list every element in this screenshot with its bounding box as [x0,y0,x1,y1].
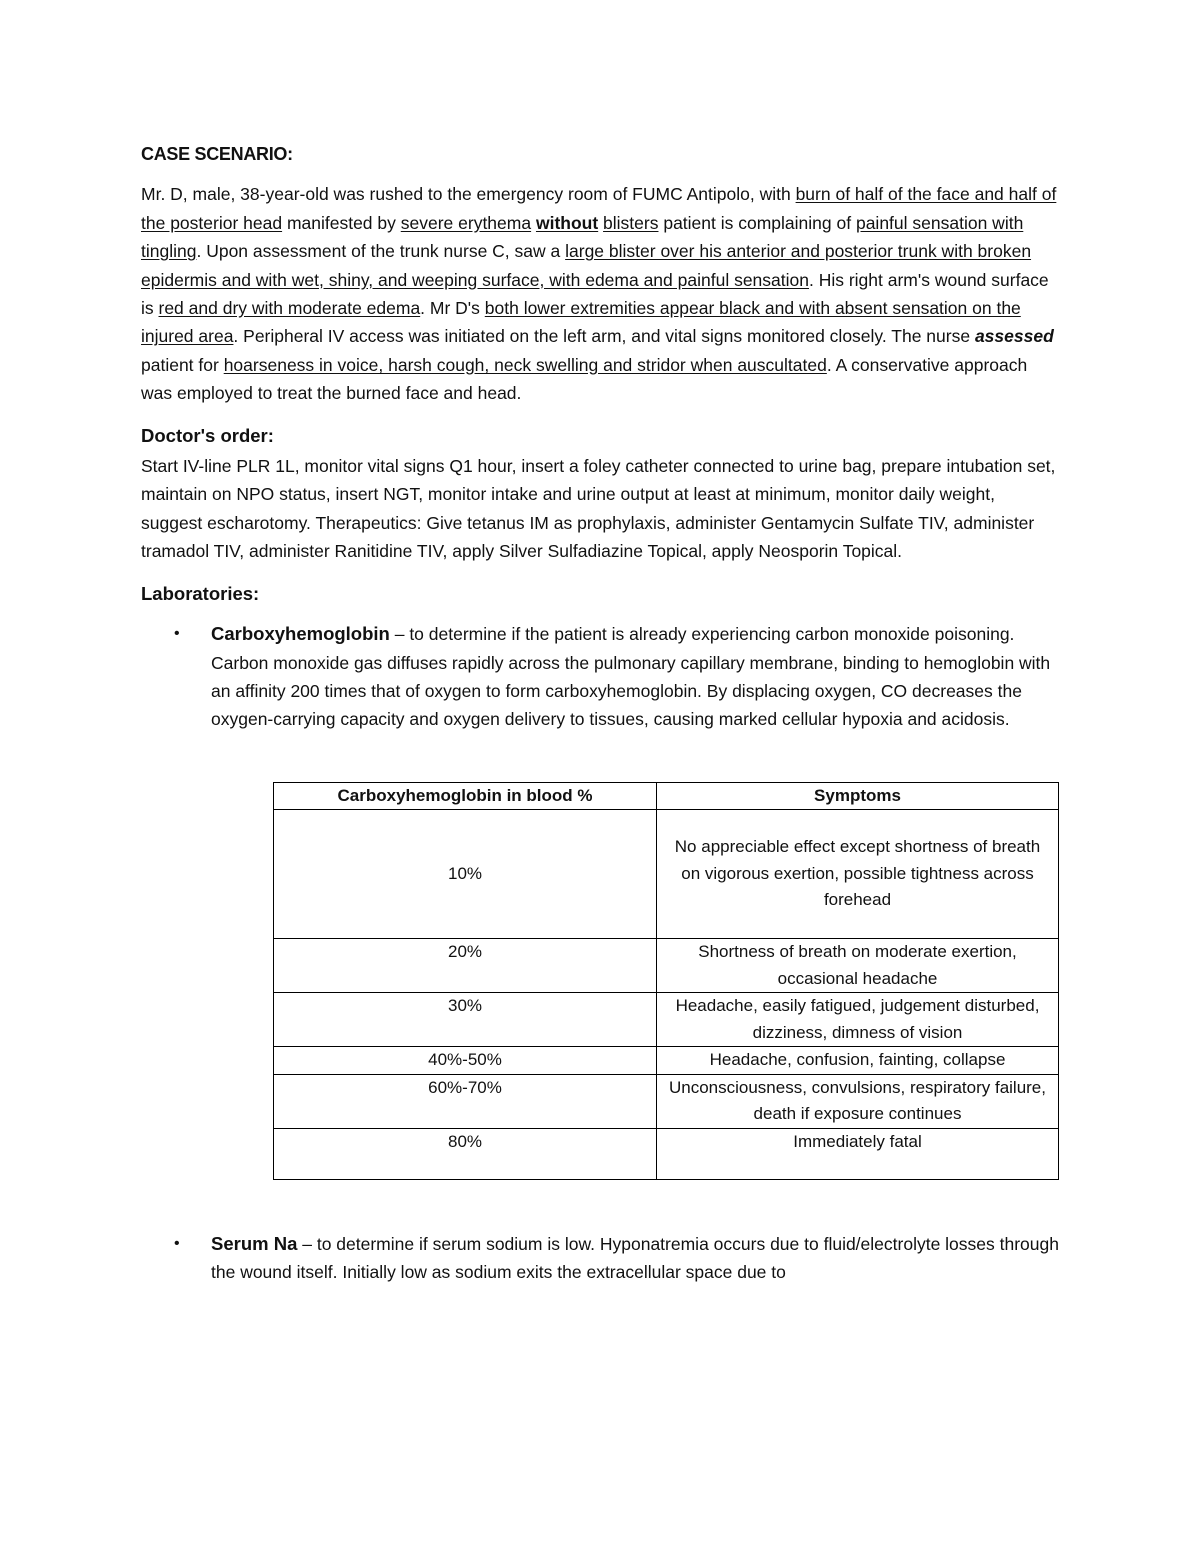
case-text-segment: . His right arm's wound surface is [141,269,1049,319]
lab-term: Serum Na [211,1232,298,1254]
underlined-finding: red and dry with moderate edema [158,298,421,319]
case-text-segment: manifested by [282,212,401,233]
doctors-order-heading: Doctor's order: [141,424,274,446]
table-row [274,1128,1059,1179]
lab-item-serum-na [141,1230,1061,1287]
case-scenario-paragraph [141,180,1061,407]
lab-term: Carboxyhemoglobin [211,623,390,645]
table-cell-percent: 20% [274,939,657,993]
doctors-order-paragraph: Start IV-line PLR 1L, monitor vital signs Q1 hour, insert a foley catheter connected to urine bag, prepare intubation set, maintain on NPO status, insert NGT, monitor intake and urine output at least at minimum, monitor daily weight, suggest escharotomy. Therapeutics: Give tetanus IM as prophylaxis, administer Gentamycin Sulfate TIV, administer tramadol TIV, administer Ranitidine TIV, apply Silver Sulfadiazine Topical, apply Neosporin Topical. [141,456,1056,562]
table-cell-symptoms: Headache, confusion, fainting, collapse [657,1047,1059,1075]
lab-list [141,620,1061,734]
lab-description: – to determine if serum sodium is low. Hyponatremia occurs due to fluid/electrolyte losses through the wound itself. Initially low as sodium exits the extracellular space due to [211,1233,1059,1283]
table-cell-percent: 80% [274,1128,657,1179]
bullet-icon: • [174,625,180,643]
table-cell-percent: 30% [274,993,657,1047]
case-text-segment: patient is complaining of [658,212,856,233]
table-cell-symptoms: Unconsciousness, convulsions, respiratory failure, death if exposure continues [657,1074,1059,1128]
table-header-symptoms: Symptoms [657,782,1059,810]
table-cell-symptoms: Headache, easily fatigued, judgement disturbed, dizziness, dimness of vision [657,993,1059,1047]
underlined-finding: both lower extremities appear black and with absent sensation on the injured area [141,298,1021,347]
table-cell-symptoms: No appreciable effect except shortness of breath on vigorous exertion, possible tightness across forehead [657,810,1059,939]
lab-item-carboxyhemoglobin [141,620,1061,734]
document-page [141,140,1061,1287]
case-text-segment: . Upon assessment of the trunk nurse C, saw a [196,241,566,262]
case-text-segment: . Peripheral IV access was initiated on the left arm, and vital signs monitored closely. The nurse [233,326,975,347]
lab-list-continued [141,1230,1061,1287]
underlined-finding: blisters [603,212,659,233]
carboxyhemoglobin-table [273,782,1059,1180]
table-row [274,993,1059,1047]
table-row [274,810,1059,939]
table-header-row [274,782,1059,810]
table-cell-symptoms: Immediately fatal [657,1128,1059,1179]
case-text-segment: Mr. D, male, 38-year-old was rushed to the emergency room of FUMC Antipolo, with [141,184,796,205]
case-scenario-heading: CASE SCENARIO: [141,144,293,164]
table-cell-percent: 10% [274,810,657,939]
table-row [274,1047,1059,1075]
table-header-percent: Carboxyhemoglobin in blood % [274,782,657,810]
emphasis-text: assessed [974,326,1054,347]
underlined-finding: burn of half of the face and half of the posterior head [141,184,1057,233]
table-cell-symptoms: Shortness of breath on moderate exertion, occasional headache [657,939,1059,993]
case-text-segment: . A conservative approach was employed to treat the burned face and head. [141,354,1028,404]
case-text-segment: patient for [141,354,224,375]
underlined-finding: severe erythema [400,212,532,233]
underlined-finding: without [535,212,599,233]
underlined-finding: large blister over his anterior and posterior trunk with broken epidermis and with wet, shiny, and weeping surface, with edema and painful sensation [141,241,1032,290]
table-row [274,939,1059,993]
laboratories-heading: Laboratories: [141,582,260,604]
underlined-finding: hoarseness in voice, harsh cough, neck swelling and stridor when auscultated [223,354,827,375]
underlined-finding: painful sensation with tingling [141,212,1024,262]
table-cell-percent: 60%-70% [274,1074,657,1128]
table-row [274,1074,1059,1128]
lab-description: – to determine if the patient is already experiencing carbon monoxide poisoning. Carbon monoxide gas diffuses rapidly across the pulmonary capillary membrane, binding to hemoglobin with an affinity 200 times that of oxygen to form carboxyhemoglobin. By displacing oxygen, CO decreases the oxygen-carrying capacity and oxygen delivery to tissues, causing marked cellular hypoxia and acidosis. [211,624,1051,730]
table-cell-percent: 40%-50% [274,1047,657,1075]
case-text-segment: . Mr D's [420,298,485,319]
bullet-icon: • [174,1234,180,1252]
